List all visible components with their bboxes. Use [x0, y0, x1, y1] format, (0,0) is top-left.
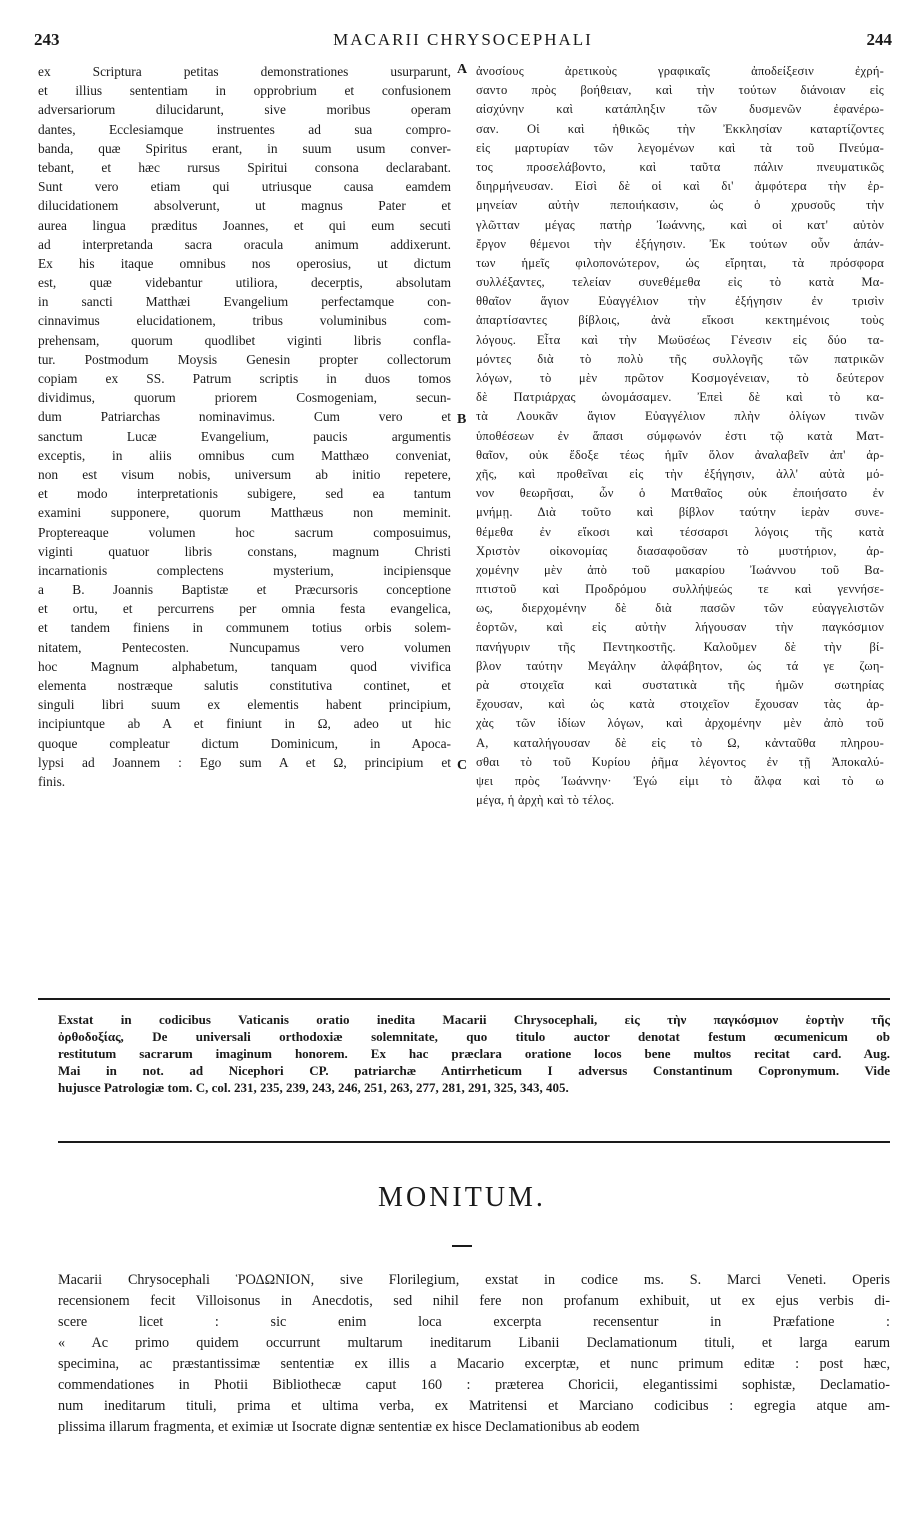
greek-line: θαῖον, οὐκ ἔδοξε τέως ἡμῖν ὅλον ἀναλαβεῖν ἀπ' ἀρ- — [476, 447, 884, 462]
latin-line: prehensam, quorum quodlibet viginti libris confla- — [38, 332, 451, 348]
monitum-dash — [452, 1245, 472, 1247]
greek-line: ψει πρὸς Ἰωάννην· Ἐγώ εἰμι τὸ ἄλφα καὶ τὸ ω — [476, 773, 884, 788]
running-title: MACARII CHRYSOCEPHALI — [333, 30, 593, 49]
greek-line: σαντο πρὸς βοήθειαν, καὶ τὴν τούτων διάνοιαν εἰς — [476, 83, 884, 98]
footnote-line: ὀρθοδοξίας, De universali orthodoxiæ solemnitate, quo titulo auctor denotat festum œcumenicum ob — [58, 1029, 890, 1044]
greek-line: δὲ Πατριάρχας ὠνομάσαμεν. Ἐπεὶ δὲ καὶ τὸ κα- — [476, 390, 884, 405]
greek-line: νον θεωρῆσαι, ὧν ὁ Ματθαῖος οὐκ ἐποιήσατο ἐν — [476, 486, 884, 501]
latin-line: aurea lingua præditus Joannes, et qui eum secuti — [38, 217, 451, 233]
latin-line: sanctum Lucæ Evangelium, paucis argumentis — [38, 428, 451, 444]
greek-line: τος προσελάβοντο, καὶ ταῦτα πάλιν πνευματικῶς — [476, 159, 884, 174]
latin-line: et ortu, et percurrens per omnia festa evangelica, — [38, 601, 451, 617]
latin-line: et tandem finiens in communem totius orbis solem- — [38, 620, 451, 636]
greek-line: βλον ταύτην Μεγάλην ἀλφάβητον, ὡς τά γε ζωη- — [476, 658, 884, 673]
latin-line: Proptereaque volumen hoc sacrum composuimus, — [38, 524, 451, 540]
monitum-line: plissima illarum fragmenta, et eximiæ ut Isocrate dignæ sententiæ ex hisce Declamationibus ab eodem — [58, 1419, 640, 1435]
greek-line: χὰς τῶν ἰδίων λόγων, καὶ ἀρχομένην μὲν ἀπὸ τοῦ — [476, 716, 884, 731]
greek-line: μόντες διὰ τὸ πολὺ τῆς συλλογῆς τῶν πατρικῶν — [476, 351, 884, 366]
greek-line: λόγους. Εἶτα καὶ τὴν Μωϋσέως Γένεσιν εἰς δύο τα- — [476, 332, 884, 347]
latin-line: lypsi ad Joannem : Ego sum A et Ω, principium et — [38, 754, 451, 770]
greek-line: ἔχουσαν, καὶ ὡς κατὰ στοιχεῖον ἔχουσαν τὰς ἀρ- — [476, 697, 884, 712]
greek-line: χομένην μὲν ἀπὸ τοῦ μακαρίου Ἰωάννου τοῦ Βα- — [476, 562, 884, 577]
running-header — [34, 30, 892, 54]
latin-line: cinnavimus elucidationem, tribus voluminibus com- — [38, 313, 451, 329]
greek-line: των ἡμεῖς φιλοπονώτερον, ὡς εἴρηται, τὰ πρόσφορα — [476, 255, 884, 270]
latin-line: est, quæ videbantur utiliora, decerptis, absolutam — [38, 275, 451, 291]
latin-line: ex Scriptura petitas demonstrationes usurparunt, — [38, 64, 451, 79]
greek-line: Χριστὸν οἰκονομίας διασαφοῦσαν τὸ μυστήριον, ἀρ- — [476, 543, 884, 558]
margin-marker-b: B — [457, 412, 467, 427]
greek-line: εἰς μαρτυρίαν τῶν λεγομένων καὶ τὰ τοῦ Πνεύμα- — [476, 140, 884, 155]
latin-line: copiam ex SS. Patrum scriptis in duos tomos — [38, 371, 451, 386]
monitum-body — [58, 1270, 890, 1438]
greek-line: ὑποθέσεων ἐν ἅπασι σύμφωνόν ἐστι τῷ κατὰ Ματ- — [476, 428, 884, 443]
footnote-divider — [38, 998, 890, 1000]
latin-line: quoque compleatur dictum Dominicum, in Apoca- — [38, 735, 451, 751]
footnote-line: Exstat in codicibus Vaticanis oratio inedita Macarii Chrysocephali, εἰς τὴν παγκόσμιον ἑορτὴν τῆς — [58, 1012, 890, 1027]
greek-line: χῆς, καὶ προθεῖναι εἰς τὴν ἐξήγησιν, ἀλλ' αὐτὰ μό- — [476, 466, 884, 481]
latin-line: finis. — [38, 773, 66, 789]
greek-line: ως, διερχομένην δὲ διὰ πασῶν τῶν εὐαγγελιστῶν — [476, 601, 884, 616]
greek-line: μέγα, ἡ ἀρχὴ καὶ τὸ τέλος. — [476, 793, 615, 808]
latin-column — [38, 62, 451, 791]
greek-line: ἀνοσίους ἀρετικοὺς γραφικαῖς ἀποδείξεσιν ἐχρή- — [476, 64, 884, 78]
greek-line: σαν. Οἱ καὶ ἠθικῶς τὴν Ἐκκλησίαν καταρτίζοντες — [476, 121, 884, 136]
latin-line: adversariorum dilucidarunt, sive moribus operam — [38, 102, 451, 118]
greek-line: ἔργον θέμενοι τὴν ἐξήγησιν. Ἐκ τούτων οὖν ἁπάν- — [476, 236, 884, 251]
latin-line: Sunt vero etiam qui utriusque causa eamdem — [38, 179, 451, 195]
footnote — [58, 1011, 890, 1096]
latin-line: dantes, Ecclesiamque instruentes ad sua compro- — [38, 121, 451, 137]
greek-line: γλῶτταν μέγας πατὴρ Ἰωάννης, καὶ οἱ κατ' αὐτὸν — [476, 217, 884, 232]
latin-line: elementa nostræque salutis constitutiva continet, et — [38, 678, 451, 693]
latin-line: tur. Postmodum Moysis Genesin propter collectorum — [38, 351, 451, 367]
latin-line: singuli libri suum ex elementis habent principium, — [38, 697, 451, 713]
latin-line: dividimus, quorum priorem Cosmogeniam, secun- — [38, 390, 451, 406]
monitum-line: specimina, ac præstantissimæ sententiæ ex illis a Macario excerptæ, et nunc primum editæ : post hæc, — [58, 1356, 890, 1372]
greek-line: πανήγυριν τῆς Πεντηκοστῆς. Καλοῦμεν δὲ τὴν βί- — [476, 639, 884, 654]
greek-line: θέμεθα ἐν εἴκοσι καὶ τέσσαρσι λόγοις τῆς κατὰ — [476, 524, 884, 539]
latin-line: incarnationis complectens mysterium, incipiensque — [38, 562, 451, 578]
greek-line: μνήμῃ. Διὰ τοῦτο καὶ βίβλον ταύτην ἱερὰν συνε- — [476, 505, 884, 520]
greek-line: λόγων, τὸ μὲν πρῶτον Κοσμογένειαν, τὸ δεύτερον — [476, 371, 884, 385]
greek-line: τὰ Λουκᾶν ἅγιον Εὐαγγέλιον πλὴν ὀλίγων τινῶν — [476, 409, 884, 424]
greek-line: αἰσχύνην καὶ κατάπληξιν τῶν δυσμενῶν ἐφανέρω- — [476, 102, 884, 117]
latin-line: Ex his itaque omnibus nos operosius, ut dictum — [38, 255, 451, 271]
greek-line: Α, καταλήγουσαν δὲ εἰς τὸ Ω, κἀνταῦθα πληρου- — [476, 735, 884, 750]
monitum-line: « Ac primo quidem occurrunt multarum ineditarum Libanii Declamationum tituli, et larga earum — [58, 1335, 890, 1351]
latin-line: examini supponere, quorum Matthæus non meminit. — [38, 505, 451, 521]
footnote-line: hujusce Patrologiæ tom. C, col. 231, 235, 239, 243, 246, 251, 263, 277, 281, 291, 325, 343, 405. — [58, 1080, 569, 1095]
greek-line: πτιστοῦ καὶ Προδρόμου συλλήψεώς τε καὶ γεννήσε- — [476, 582, 884, 597]
latin-line: in sancti Matthæi Evangelium perfectamque con- — [38, 294, 451, 310]
latin-line: et modo interpretationis subigere, sed ea tantum — [38, 486, 451, 502]
latin-line: dum Patriarchas nominavimus. Cum vero et — [38, 409, 451, 425]
monitum-line: num ineditarum tituli, prima et ultima verba, ex Matritensi et Marciano codicibus : egregia atque am- — [58, 1398, 890, 1414]
latin-line: incipiuntque ab A et finiunt in Ω, adeo ut hic — [38, 716, 451, 732]
latin-line: tebant, et hæc rursus Spiritui consona declarabant. — [38, 159, 451, 175]
greek-line: ἑορτῶν, καὶ εἰς αὐτὴν λήγουσαν τὴν παγκόσμιον — [476, 620, 884, 635]
section-divider — [58, 1141, 890, 1143]
latin-line: exceptis, in aliis omnibus cum Matthæo conveniat, — [38, 447, 451, 463]
greek-line: συλλέξαντες, τελείαν συνεθέμεθα εἰς τὸ κατὰ Μα- — [476, 275, 884, 290]
page-number-left: 243 — [34, 30, 60, 49]
latin-line: non est visum nobis, universum ab initio repetere, — [38, 466, 451, 482]
greek-line: ρὰ στοιχεῖα καὶ συστατικὰ τῆς ἡμῶν σωτηρίας — [476, 678, 884, 692]
greek-line: διηρμήνευσαν. Εἰσὶ δὲ οἱ καὶ δι' ἀμφότερα τὴν ἑρ- — [476, 179, 884, 194]
monitum-line: Macarii Chrysocephali ῬΟΔΩΝΙΟΝ, sive Florilegium, exstat in codice ms. S. Marci Veneti. Operis — [58, 1272, 890, 1288]
footnote-line: Mai in not. ad Nicephori CP. patriarchæ Antirrheticum I adversus Constantinum Copronymum. Vide — [58, 1063, 890, 1078]
latin-line: dilucidationem absolverunt, ut magnus Pater et — [38, 198, 451, 214]
latin-line: ad interpretanda sacra oracula animum addixerunt. — [38, 236, 451, 252]
greek-line: σθαι τὸ τοῦ Κυρίου ῥῆμα λέγοντος ἐν τῇ Ἀποκαλύ- — [476, 754, 884, 769]
latin-line: hoc Magnum alphabetum, tanquam quod vivifica — [38, 658, 451, 674]
footnote-line: restitutum sacrarum imaginum honorem. Ex hac præclara oratione locos bene multos recitat card. Aug. — [58, 1046, 890, 1061]
latin-line: viginti quatuor libris constans, magnum Christi — [38, 543, 451, 559]
greek-line: μηνείαν αὐτὴν πεποιήκασιν, ὡς ὁ χρυσοῦς τὴν — [476, 198, 884, 213]
latin-line: nitatem, Pentecosten. Nuncupamus vero volumen — [38, 639, 451, 655]
greek-line: θθαῖον ἅγιον Εὐαγγέλιον τὴν ἐξήγησιν ἐν τρισὶν — [476, 294, 884, 309]
monitum-line: recensionem fecit Villoisonus in Anecdotis, sed nihil fere non profanum exhibuit, ut ex ejus verbis di- — [58, 1293, 890, 1309]
margin-marker-a: A — [457, 62, 468, 77]
page-number-right: 244 — [866, 30, 892, 49]
latin-line: et illius sententiam in opprobrium et confusionem — [38, 83, 451, 99]
monitum-line: commendationes in Photii Bibliothecæ caput 160 : præterea Choricii, elegantissimi sophistæ, Declamatio- — [58, 1377, 890, 1393]
latin-line: a B. Joannis Baptistæ et Præcursoris conceptione — [38, 582, 451, 598]
monitum-line: scere licet : sic enim loca excerpta recensentur in Præfatione : — [58, 1314, 890, 1330]
latin-line: banda, quæ Spiritus erant, in suum usum conver- — [38, 140, 451, 156]
greek-line: ἀπαρτίσαντες βίβλοις, ἀνὰ εἴκοσι κεκτημένοις τοὺς — [476, 313, 884, 328]
monitum-heading: MONITUM. — [378, 1182, 546, 1213]
greek-column — [476, 62, 884, 810]
margin-marker-c: C — [457, 758, 468, 773]
